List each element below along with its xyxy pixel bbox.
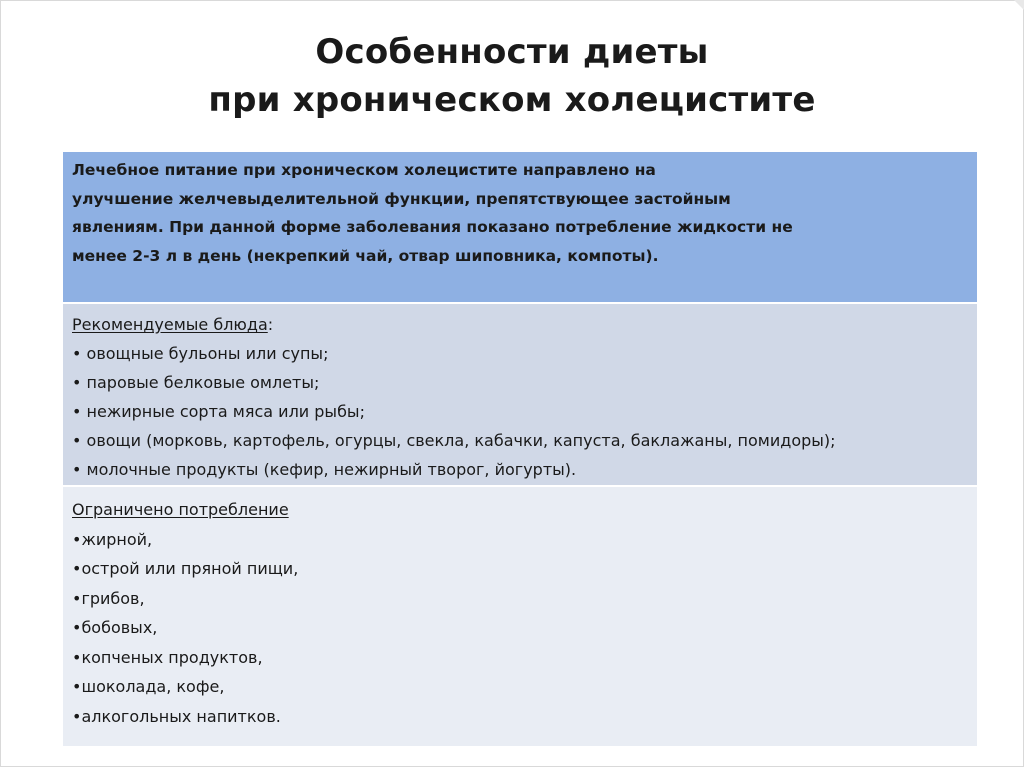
limited-heading: Ограничено потребление: [72, 500, 289, 519]
title-line-1: Особенности диеты: [315, 32, 709, 72]
limited-cell: [63, 487, 977, 746]
list-item: • нежирные сорта мяса или рыбы;: [72, 397, 968, 426]
list-item: • острой или пряной пищи,: [72, 554, 968, 584]
recommended-heading: Рекомендуемые блюда: [72, 315, 268, 334]
diet-table: [63, 152, 977, 746]
list-item: • овощи (морковь, картофель, огурцы, свекла, кабачки, капуста, баклажаны, помидоры);: [72, 426, 968, 455]
intro-line: менее 2-3 л в день (некрепкий чай, отвар шиповника, компоты).: [72, 246, 659, 265]
intro-cell: [63, 152, 977, 304]
page-corner-fold: [1014, 0, 1024, 10]
list-item: • грибов,: [72, 584, 968, 614]
recommended-heading-colon: :: [267, 315, 274, 334]
list-item: • шоколада, кофе,: [72, 672, 968, 702]
intro-line: Лечебное питание при хроническом холецистите направлено на: [72, 161, 656, 179]
list-item: • бобовых,: [72, 613, 968, 643]
list-item: • копченых продуктов,: [72, 643, 968, 673]
list-item: • жирной,: [72, 525, 968, 555]
intro-line: явлениям. При данной форме заболевания показано потребление жидкости не: [72, 218, 793, 236]
list-item: • овощные бульоны или супы;: [72, 339, 968, 368]
list-item: • паровые белковые омлеты;: [72, 368, 968, 397]
title-line-2: при хроническом холецистите: [208, 80, 816, 120]
recommended-heading-line: [72, 310, 968, 339]
list-item: • алкогольных напитков.: [72, 702, 968, 732]
slide-title: [0, 28, 1024, 124]
recommended-cell: [63, 304, 977, 487]
list-item: • молочные продукты (кефир, нежирный творог, йогурты).: [72, 455, 968, 484]
intro-line: улучшение желчевыделительной функции, препятствующее застойным: [72, 189, 731, 208]
